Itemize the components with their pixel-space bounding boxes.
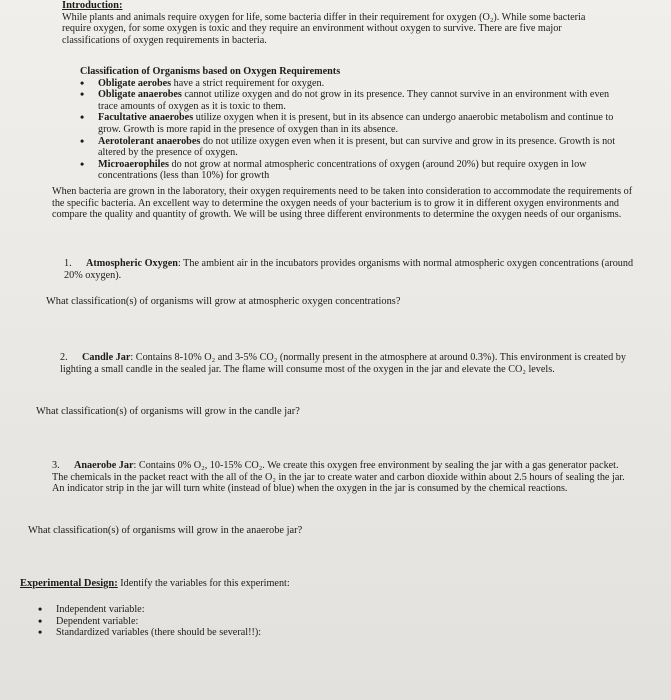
lab-paragraph: When bacteria are grown in the laboratory, their oxygen requirements need to be taken into consideration to accommodate the requirements of the specific bacteria. An excellent way to determine the oxygen needs of your bacterium is to grow it in different oxygen environments and compare the quality and quantity of growth. We will be using three different environments to determine the oxygen needs of our organisms. — [52, 186, 633, 221]
introduction-section — [62, 0, 602, 46]
introduction-heading: Introduction: — [62, 0, 123, 11]
list-item: • Microaerophiles do not grow at normal atmospheric concentrations of oxygen (around 20%) but require oxygen in low concentrations (less than 10%) for growth — [80, 159, 620, 182]
list-item: • Obligate aerobes have a strict requirement for oxygen. — [80, 78, 620, 90]
classification-section — [80, 66, 620, 182]
environment-name: Anaerobe Jar — [74, 460, 134, 471]
environment-name: Candle Jar — [82, 352, 131, 363]
question-3: What classification(s) of organisms will grow in the anaerobe jar? — [28, 525, 303, 536]
experimental-design-prompt: Identify the variables for this experiment: — [117, 578, 290, 589]
variables-list-container — [38, 604, 598, 639]
environment-1 — [64, 258, 636, 281]
list-item: • Obligate anaerobes cannot utilize oxygen and do not grow in its presence. They cannot survive in an environment with even trace amounts of oxygen as it is toxic to them. — [80, 89, 620, 112]
environment-description: : The ambient air in the incubators provides organisms with normal atmospheric oxygen concentrations (around 20% oxygen). — [64, 258, 634, 281]
environment-number: 1. — [64, 258, 72, 269]
list-item: • Independent variable: — [38, 604, 598, 616]
environment-2 — [60, 352, 632, 375]
question-1: What classification(s) of organisms will grow at atmospheric oxygen concentrations? — [46, 296, 401, 307]
environment-description: : Contains 8-10% O₂ and 3-5% CO₂ (normally present in the atmosphere at around 0.3%). This environment is created by lighting a small candle in the sealed jar. The flame will consume most of the oxygen in the jar and elevate the CO₂ levels. — [60, 352, 626, 375]
experimental-design-heading: Experimental Design: — [20, 578, 118, 589]
list-item: • Standardized variables (there should be several!!): — [38, 627, 598, 639]
list-item: • Aerotolerant anaerobes do not utilize oxygen even when it is present, but can survive and grow in its presence. Growth is not altered by the presence of oxygen. — [80, 136, 620, 159]
experimental-design-section — [20, 578, 620, 590]
environment-description: : Contains 0% O₂, 10-15% CO₂. We create this oxygen free environment by sealing the jar with a gas generator packet. The chemicals in the packet react with the all of the O₂ in the jar to create water and carbon dioxide within about 2.5 hours of sealing the jar. An indicator strip in the jar will turn white (instead of blue) when the oxygen in the jar is consumed by the chemical reactions. — [52, 460, 625, 495]
classification-title: Classification of Organisms based on Oxygen Requirements — [80, 66, 341, 77]
variables-list — [38, 604, 598, 639]
environment-number: 2. — [60, 352, 68, 363]
environment-3 — [52, 460, 636, 495]
question-2: What classification(s) of organisms will grow in the candle jar? — [36, 406, 300, 417]
introduction-paragraph: While plants and animals require oxygen for life, some bacteria differ in their requirement for oxygen (O₂). While some bacteria require oxygen, for some oxygen is toxic and they require an environment without oxygen to survive. There are five major classifications of oxygen requirements in bacteria. — [62, 11, 586, 46]
classification-list — [80, 78, 620, 182]
list-item: • Dependent variable: — [38, 616, 598, 628]
environment-number: 3. — [52, 460, 60, 471]
environment-name: Atmospheric Oxygen — [86, 258, 178, 269]
list-item: • Facultative anaerobes utilize oxygen when it is present, but in its absence can undergo anaerobic metabolism and continue to grow. Growth is more rapid in the presence of oxygen than in its absence. — [80, 112, 620, 135]
